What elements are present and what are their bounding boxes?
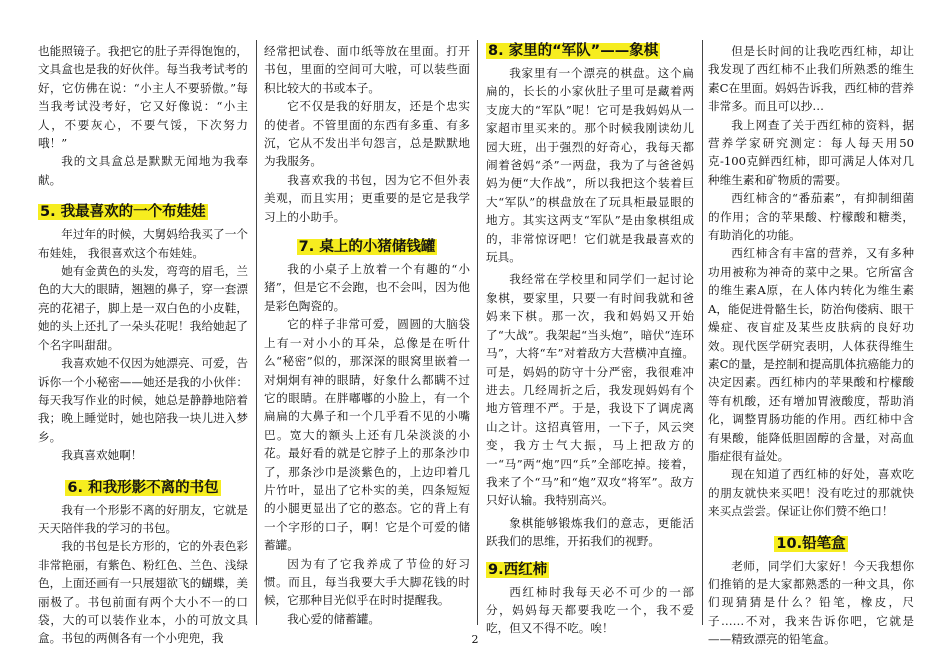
paragraph: 我上网查了关于西红柿的资料，据营养学家研究测定：每人每天用50克-100克鲜西红柿，即可满足人体对几种维生素和矿物质的需要。 [708,117,914,187]
paragraph: 年过年的时候，大舅妈给我买了一个布娃娃， 我很喜欢这个布娃娃。 [38,227,248,260]
column-2 [264,42,470,628]
paragraph: 它的样子非常可爱，圆圆的大脑袋上有一对小小的耳朵，总像是在听什么“秘密”似的，那深深的眼窝里嵌着一对炯炯有神的眼睛，好象什么都瞒不过它的眼睛。在胖嘟嘟的小脸上，有一个扁扁的大鼻子和一个几乎看不见的小嘴巴。宽大的额头上还有几朵淡淡的小花。最好看的就是它脖子上的那条沙巾了，那条沙巾是淡紫色的，上边印着几片竹叶，显出了它朴实的美，四条短短的小腿更显出了它的憨态。它的背上有一个字形的口子，啊！它是个可爱的储蓄罐。 [264,317,470,553]
section-heading-8: 8. 家里的“军队”——象棋 [488,43,659,59]
paragraph: 我的小桌子上放着一个有趣的“小猪”，但是它不会跑，也不会叫，因为他是彩色陶瓷的。 [264,262,470,313]
paragraph: 我的书包是长方形的，它的外表色彩非常艳丽，有紫色、粉红色、兰色、浅绿色，上面还画有一只展翅欲飞的蝴蝶，美丽极了。书包前面有两个大小不一的口袋，大的可以装作业本，小的可放文具盒。书包的两侧各有一个小兜兜，我 [38,539,248,646]
paragraph: 因为有了它我养成了节俭的好习惯。而且，每当我要大手大脚花钱的时候，它那种目光似乎在时时提醒我。 [264,556,470,608]
paragraph: 西红柿含的“番茄素”，有抑制细菌的作用；含的苹果酸、柠檬酸和糖类，有助消化的功能。 [708,191,914,243]
section-heading-10: 10.铅笔盒 [776,535,846,552]
page-number: 2 [471,633,479,646]
section-heading-5: 5. 我最喜欢的一个布娃娃 [40,204,206,221]
paragraph: 也能照镜子。我把它的肚子弄得饱饱的，文具盒也是我的好伙伴。每当我考试考的好，它仿佛在说：“小主人不要骄傲。”每当我考试没考好，它又好像说：“小主人，不要灰心，不要气馁，下次努力哦！” [38,44,248,151]
paragraph: 西红柿含有丰富的营养，又有多种功用被称为神奇的菜中之果。它所富含的维生素A原，在人体内转化为维生素A，能促进骨骼生长，防治佝偻病、眼干燥症、夜盲症及某些皮肤病的良好功效。现代医学研究表明，人体获得维生素C的量，是控制和提高肌体抗癌能力的决定因素。西红柿内的苹果酸和柠檬酸等有机酸，还有增加胃液酸度，帮助消化，调整胃肠功能的作用。西红柿中含有果酸，能降低胆固醇的含量，对高血脂症很有益处。 [708,246,914,463]
paragraph: 我真喜欢她啊！ [61,448,143,463]
column-divider [477,40,478,625]
paragraph: 象棋能够锻炼我们的意志，更能活跃我们的思维，开拓我们的视野。 [486,515,694,549]
paragraph: 我家里有一个漂亮的棋盘。这个扁扁的，长长的小家伙肚子里可是藏着两支庞大的“军队”呢！它可是我妈妈从一家超市里买来的。那个时候我刚读幼儿园大班，出于强烈的好奇心，我每天都闹着爸妈“杀”一两盘，我为了与爸爸妈妈为便“大作战”，所以我把这个装着巨大“军队”的棋盘放在了玩具柜最显眼的地方。其实这两支“军队”是由象棋组成的，非常惊讶吧！它们就是我最喜欢的玩具。 [486,66,694,265]
column-divider [256,40,257,625]
paragraph: 现在知道了西红柿的好处，喜欢吃的朋友就快来买吧！没有吃过的那就快来买点尝尝。保证让你们赞不绝口！ [708,467,914,519]
column-divider [702,40,703,625]
paragraph: 我心爱的储蓄罐。 [287,611,380,626]
column-3 [486,40,694,638]
column-1 [38,42,248,648]
paragraph: 经常把试卷、面巾纸等放在里面。打开书包，里面的空间可大啦，可以装些面积比较大的书或本子。 [264,44,470,95]
paragraph: 但是长时间的让我吃西红柿，却让我发现了西红柿不止我们所熟悉的维生素C在里面。妈妈告诉我，西红柿的营养非常多。而且可以抄… [708,44,914,114]
section-heading-6: 6. 和我形影不离的书包 [67,479,219,496]
paragraph: 它不仅是我的好朋友，还是个忠实的使者。不管里面的东西有多重、有多沉，它从不发出半句怨言，总是默默地为我服务。 [264,99,470,169]
paragraph: 她有金黄色的头发，弯弯的眉毛，兰色的大大的眼睛，翘翘的鼻子，穿一套漂亮的花裙子，脚上是一双白色的小皮鞋，她的头上还扎了一朵头花呢！我给她起了个名字叫甜甜。 [38,264,248,352]
paragraph: 我的文具盒总是默默无闻地为我奉献。 [38,154,248,187]
paragraph: 我喜欢她不仅因为她漂亮、可爱，告诉你一个小秘密——她还是我的小伙伴：每天我写作业的时候，她总是静静地陪着我；晚上睡觉时，她也陪我一块儿进入梦乡。 [38,356,248,444]
paragraph: 我喜欢我的书包，因为它不但外表美观，而且实用；更重要的是它是我学习上的小助手。 [264,172,470,224]
column-4 [708,42,914,649]
paragraph: 老师，同学们大家好！今天我想你们推销的是大家都熟悉的一种文具，你们现猜猜是什么？铅笔，橡皮，尺子……不对，我来告诉你吧，它就是——精致漂亮的铅笔盒。 [708,558,914,647]
paragraph: 西红柿时我每天必不可少的一部分，妈妈每天都要我吃一个，我不爱吃，但又不得不吃。唉！ [486,584,694,636]
section-heading-9: 9.西红柿 [488,561,548,578]
section-heading-7: 7. 桌上的小猪储钱罐 [298,239,436,256]
paragraph: 我经常在学校里和同学们一起讨论象棋，要家里，只要一有时间我就和爸妈来下棋。那一次，我和妈妈又开始了“大战”。我架起“当头炮”，暗伏“连环马”，大将“车”对着敌方大营横冲直撞。可是，妈妈的防守十分严密，我很难冲进去。几经周折之后，我发现妈妈有个地方管理不严。于是，我设下了调虎离山之计。这招真管用，一下子，风云突变，我方士气大振，马上把敌方的一“马”两“炮”四“兵”全部吃掉。接着，我来了个“马”和“炮”双攻“将军”。敌方只好认输。我特别高兴。 [486,272,694,508]
paragraph: 我有一个形影不离的好朋友，它就是天天陪伴我的学习的书包。 [38,502,248,535]
